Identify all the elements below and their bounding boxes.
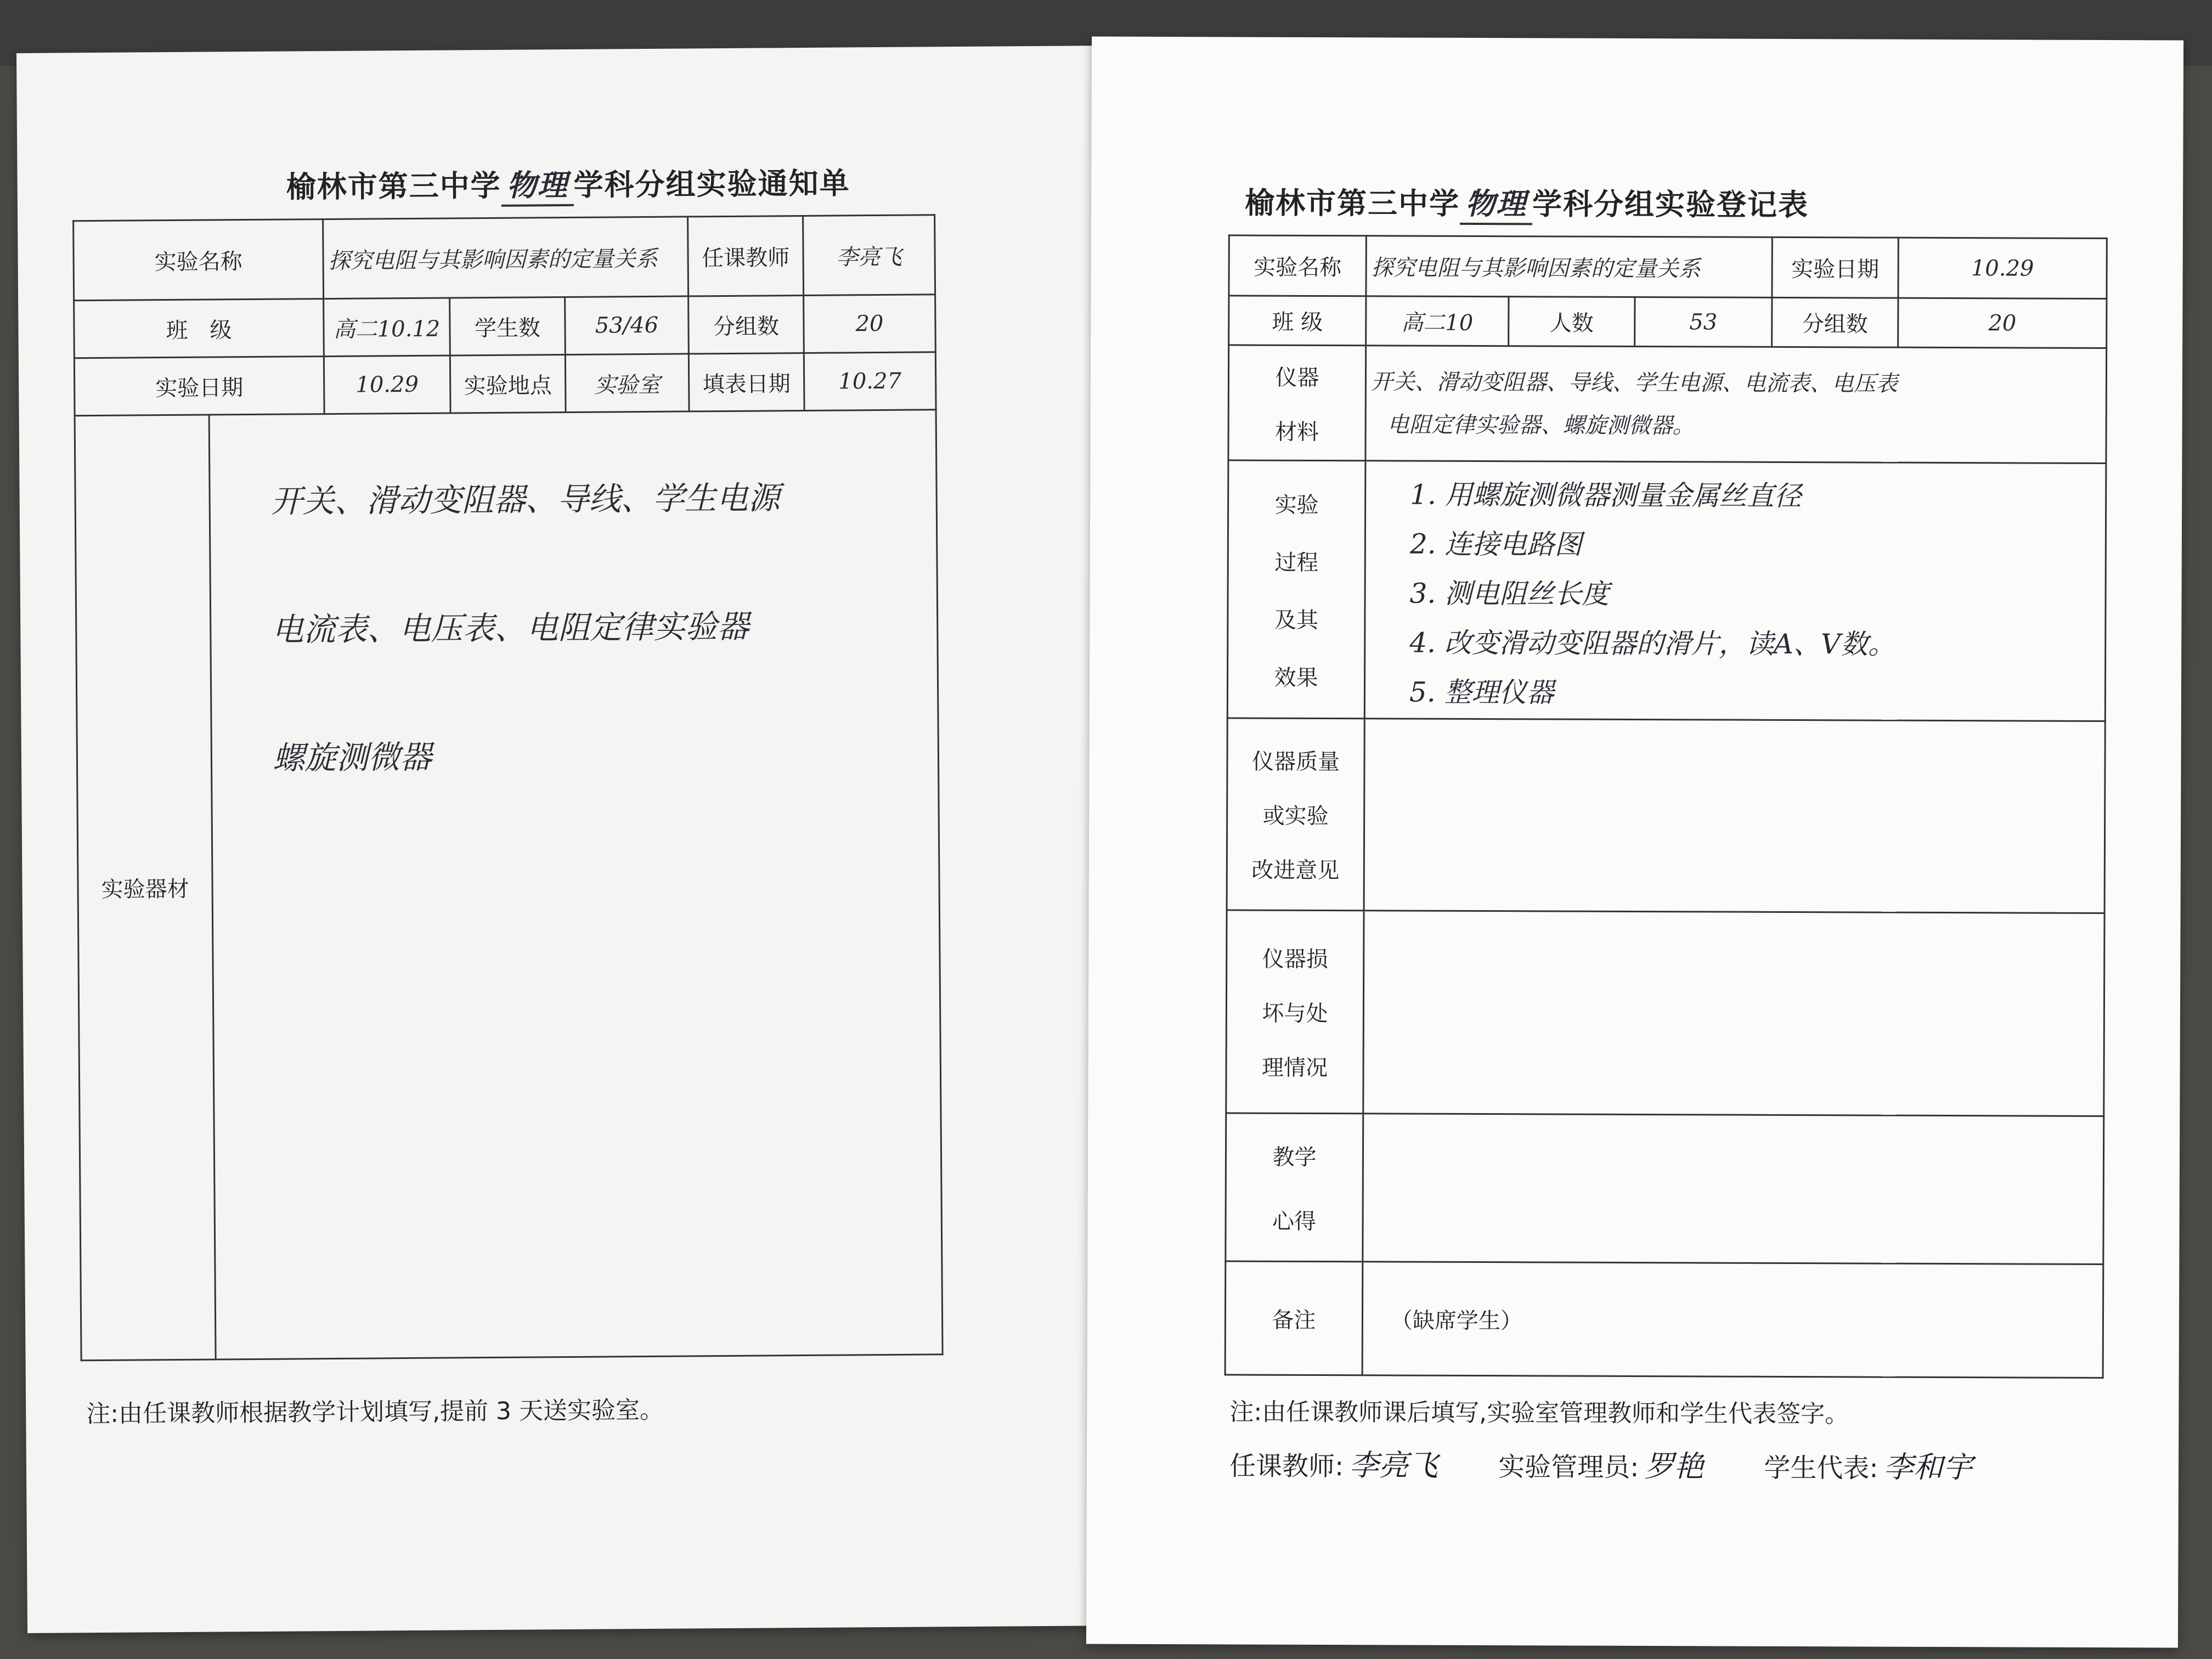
equipment-line: 螺旋测微器 [272,738,432,777]
process-steps [1364,461,2106,721]
notification-footnote: 注:由任课教师根据教学计划填写,提前 3 天送实验室。 [86,1396,664,1429]
date-value: 10.29 [1898,238,2107,298]
process-step: 3. 测电阻丝长度 [1409,577,1610,610]
process-step: 2. 连接电路图 [1409,528,1582,561]
equipment-line: 电流表、电压表、电阻定律实验器 [272,607,749,648]
notification-table [72,214,943,1361]
notification-sheet [16,46,1119,1633]
label-students: 学生数 [450,297,566,356]
experiment-name-value: 探究电阻与其影响因素的定量关系 [1366,236,1772,298]
label-equipment: 实验器材 [75,415,216,1361]
teaching-value [1363,1114,2104,1265]
registration-table [1224,234,2108,1379]
form-name: 学科分组实验通知单 [573,166,850,202]
label-remarks: 备注 [1225,1261,1363,1375]
label-date: 实验日期 [74,357,324,416]
label-count: 人数 [1509,297,1635,347]
admin-signature: 罗艳 [1644,1449,1704,1484]
school-name: 榆林市第三中学 [286,168,501,205]
label-class: 班 级 [1229,296,1366,346]
student-signature-block: 学生代表: 李和宇 [1764,1449,1973,1485]
label-groups: 分组数 [1772,297,1898,347]
label-damage: 仪器损 坏与处 理情况 [1226,910,1364,1114]
process-step: 5. 整理仪器 [1409,676,1554,709]
fill-date-value: 10.27 [804,352,936,411]
label-teaching: 教学 心得 [1226,1113,1363,1262]
teacher-signature: 李亮飞 [1349,1448,1438,1483]
registration-footnote: 注:由任课教师课后填写,实验室管理教师和学生代表签字。 [1229,1398,1849,1429]
subject-handwritten: 物理 [1460,180,1532,225]
registration-sheet [1086,37,2183,1648]
school-name: 榆林市第三中学 [1244,185,1460,221]
subject-handwritten: 物理 [501,162,574,207]
instruments-value [1365,346,2107,464]
teacher-value: 李亮飞 [803,215,935,296]
form-name: 学科分组实验登记表 [1532,187,1809,223]
students-value: 53/46 [565,296,689,355]
registration-title [1245,180,1809,227]
label-class: 班 级 [74,299,324,358]
quality-value [1364,719,2105,913]
label-groups: 分组数 [689,295,804,353]
process-step: 4. 改变滑动变阻器的滑片，读A、V数。 [1409,627,1896,661]
label-experiment-name: 实验名称 [74,219,324,301]
place-value: 实验室 [565,354,689,413]
teacher-signature-block: 任课教师: 李亮飞 [1229,1448,1438,1483]
groups-value: 20 [804,295,936,353]
damage-value [1363,911,2104,1116]
class-value: 高二10 [1366,296,1509,346]
label-process: 实验 过程 及其 效果 [1227,460,1365,719]
groups-value: 20 [1898,298,2107,348]
date-value: 10.29 [324,356,450,414]
label-place: 实验地点 [450,355,566,413]
label-date: 实验日期 [1772,237,1898,298]
equipment-area [209,410,943,1359]
label-instruments: 仪器 材料 [1228,345,1366,461]
equipment-line: 开关、滑动变阻器、导线、学生电源 [270,479,780,520]
instruments-line: 电阻定律实验器、螺旋测微器。 [1387,411,1695,438]
process-step: 1. 用螺旋测微器测量金属丝直径 [1410,478,1802,512]
student-signature: 李和宇 [1883,1449,1973,1485]
remarks-value: （缺席学生） [1362,1262,2103,1378]
count-value: 53 [1635,297,1772,347]
label-experiment-name: 实验名称 [1229,235,1366,296]
label-fill-date: 填表日期 [689,353,804,411]
signature-row [1229,1441,1973,1486]
class-value: 高二10.12 [324,298,450,357]
admin-signature-block: 实验管理员: 罗艳 [1498,1449,1704,1484]
label-quality: 仪器质量 或实验 改进意见 [1227,718,1364,911]
notification-title [286,160,850,208]
instruments-line: 开关、滑动变阻器、导线、学生电源、电流表、电压表 [1370,369,1898,397]
label-teacher: 任课教师 [688,216,804,296]
experiment-name-value: 探究电阻与其影响因素的定量关系 [323,217,689,299]
